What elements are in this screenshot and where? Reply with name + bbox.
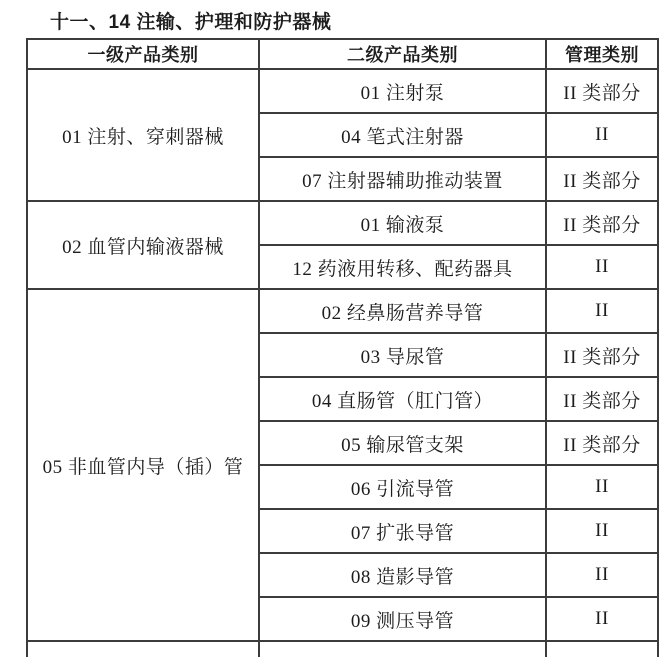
category-cell: 01 注射、穿刺器械 — [27, 69, 259, 201]
subcategory-cell: 09 测压导管 — [259, 597, 546, 641]
subcategory-cell: 04 笔式注射器 — [259, 113, 546, 157]
category-cell: 02 血管内输液器械 — [27, 201, 259, 289]
table-row-partial — [27, 641, 658, 657]
table-row — [27, 201, 658, 245]
empty-cell — [546, 641, 658, 657]
classification-table — [26, 38, 659, 657]
mgmt-class-cell: II — [546, 289, 658, 333]
subcategory-cell: 07 扩张导管 — [259, 509, 546, 553]
subcategory-cell: 08 造影导管 — [259, 553, 546, 597]
subcategory-cell: 12 药液用转移、配药器具 — [259, 245, 546, 289]
table-row — [27, 69, 658, 113]
mgmt-class-cell: II — [546, 509, 658, 553]
mgmt-class-cell: II 类部分 — [546, 69, 658, 113]
mgmt-class-cell: II — [546, 597, 658, 641]
col-header-level1-category: 一级产品类别 — [27, 39, 259, 69]
subcategory-cell: 02 经鼻肠营养导管 — [259, 289, 546, 333]
mgmt-class-cell: II 类部分 — [546, 333, 658, 377]
mgmt-class-cell: II 类部分 — [546, 157, 658, 201]
col-header-mgmt-class: 管理类别 — [546, 39, 658, 69]
table-row — [27, 289, 658, 333]
mgmt-class-cell: II 类部分 — [546, 377, 658, 421]
mgmt-class-cell: II 类部分 — [546, 421, 658, 465]
col-header-level2-category: 二级产品类别 — [259, 39, 546, 69]
empty-cell — [259, 641, 546, 657]
subcategory-cell: 04 直肠管（肛门管） — [259, 377, 546, 421]
mgmt-class-cell: II — [546, 553, 658, 597]
mgmt-class-cell: II — [546, 465, 658, 509]
mgmt-class-cell: II — [546, 113, 658, 157]
category-cell: 05 非血管内导（插）管 — [27, 289, 259, 641]
mgmt-class-cell: II 类部分 — [546, 201, 658, 245]
subcategory-cell: 01 输液泵 — [259, 201, 546, 245]
mgmt-class-cell: II — [546, 245, 658, 289]
subcategory-cell: 06 引流导管 — [259, 465, 546, 509]
subcategory-cell: 05 输尿管支架 — [259, 421, 546, 465]
subcategory-cell: 03 导尿管 — [259, 333, 546, 377]
subcategory-cell: 01 注射泵 — [259, 69, 546, 113]
empty-cell — [27, 641, 259, 657]
section-title: 十一、14 注输、护理和防护器械 — [50, 12, 332, 33]
subcategory-cell: 07 注射器辅助推动装置 — [259, 157, 546, 201]
table-header-row — [27, 39, 658, 69]
